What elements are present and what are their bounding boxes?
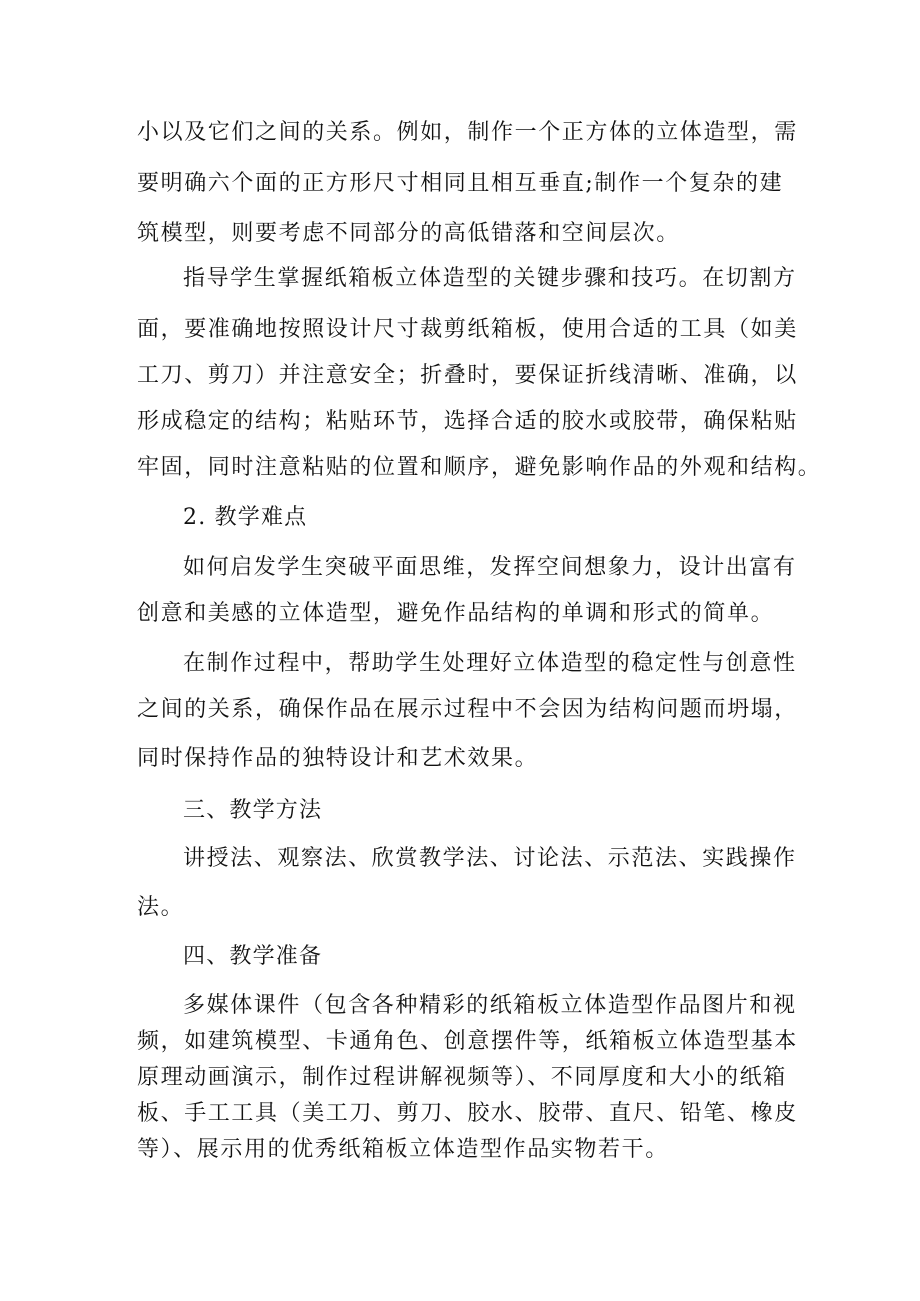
section-heading: 三、教学方法 bbox=[183, 798, 323, 823]
section-heading: 2. 教学难点 bbox=[183, 505, 308, 530]
paragraph-line: 工刀、剪刀）并注意安全；折叠时，要保证折线清晰、准确，以 bbox=[137, 363, 798, 388]
paragraph-line: 创意和美感的立体造型，避免作品结构的单调和形式的简单。 bbox=[137, 601, 775, 626]
paragraph-line: 要明确六个面的正方形尺寸相同且相互垂直;制作一个复杂的建 bbox=[137, 171, 784, 196]
paragraph-line: 形成稳定的结构；粘贴环节，选择合适的胶水或胶带，确保粘贴 bbox=[137, 409, 798, 434]
paragraph-line: 面，要准确地按照设计尺寸裁剪纸箱板，使用合适的工具（如美 bbox=[137, 317, 798, 342]
paragraph-line: 小以及它们之间的关系。例如，制作一个正方体的立体造型，需 bbox=[137, 120, 798, 145]
paragraph-line: 指导学生掌握纸箱板立体造型的关键步骤和技巧。在切割方 bbox=[183, 266, 797, 291]
paragraph-line: 讲授法、观察法、欣赏教学法、讨论法、示范法、实践操作 bbox=[183, 846, 797, 871]
paragraph-line: 筑模型，则要考虑不同部分的高低错落和空间层次。 bbox=[137, 221, 680, 246]
paragraph-line: 板、手工工具（美工刀、剪刀、胶水、胶带、直尺、铅笔、橡皮 bbox=[137, 1101, 798, 1126]
paragraph-line: 如何启发学生突破平面思维，发挥空间想象力，设计出富有 bbox=[183, 555, 797, 580]
paragraph-line: 频，如建筑模型、卡通角色、创意摆件等，纸箱板立体造型基本 bbox=[137, 1029, 798, 1054]
paragraph-line: 法。 bbox=[137, 895, 185, 920]
section-heading: 四、教学准备 bbox=[183, 944, 323, 969]
paragraph-line: 原理动画演示，制作过程讲解视频等）、不同厚度和大小的纸箱 bbox=[137, 1065, 787, 1090]
paragraph-line: 牢固，同时注意粘贴的位置和顺序，避免影响作品的外观和结构。 bbox=[137, 455, 822, 480]
paragraph-line: 等）、展示用的优秀纸箱板立体造型作品实物若干。 bbox=[137, 1137, 669, 1162]
paragraph-line: 之间的关系，确保作品在展示过程中不会因为结构问题而坍塌， bbox=[137, 697, 798, 722]
paragraph-line: 多媒体课件（包含各种精彩的纸箱板立体造型作品图片和视 bbox=[183, 993, 797, 1018]
paragraph-line: 同时保持作品的独特设计和艺术效果。 bbox=[137, 746, 539, 771]
paragraph-line: 在制作过程中，帮助学生处理好立体造型的稳定性与创意性 bbox=[183, 651, 797, 676]
